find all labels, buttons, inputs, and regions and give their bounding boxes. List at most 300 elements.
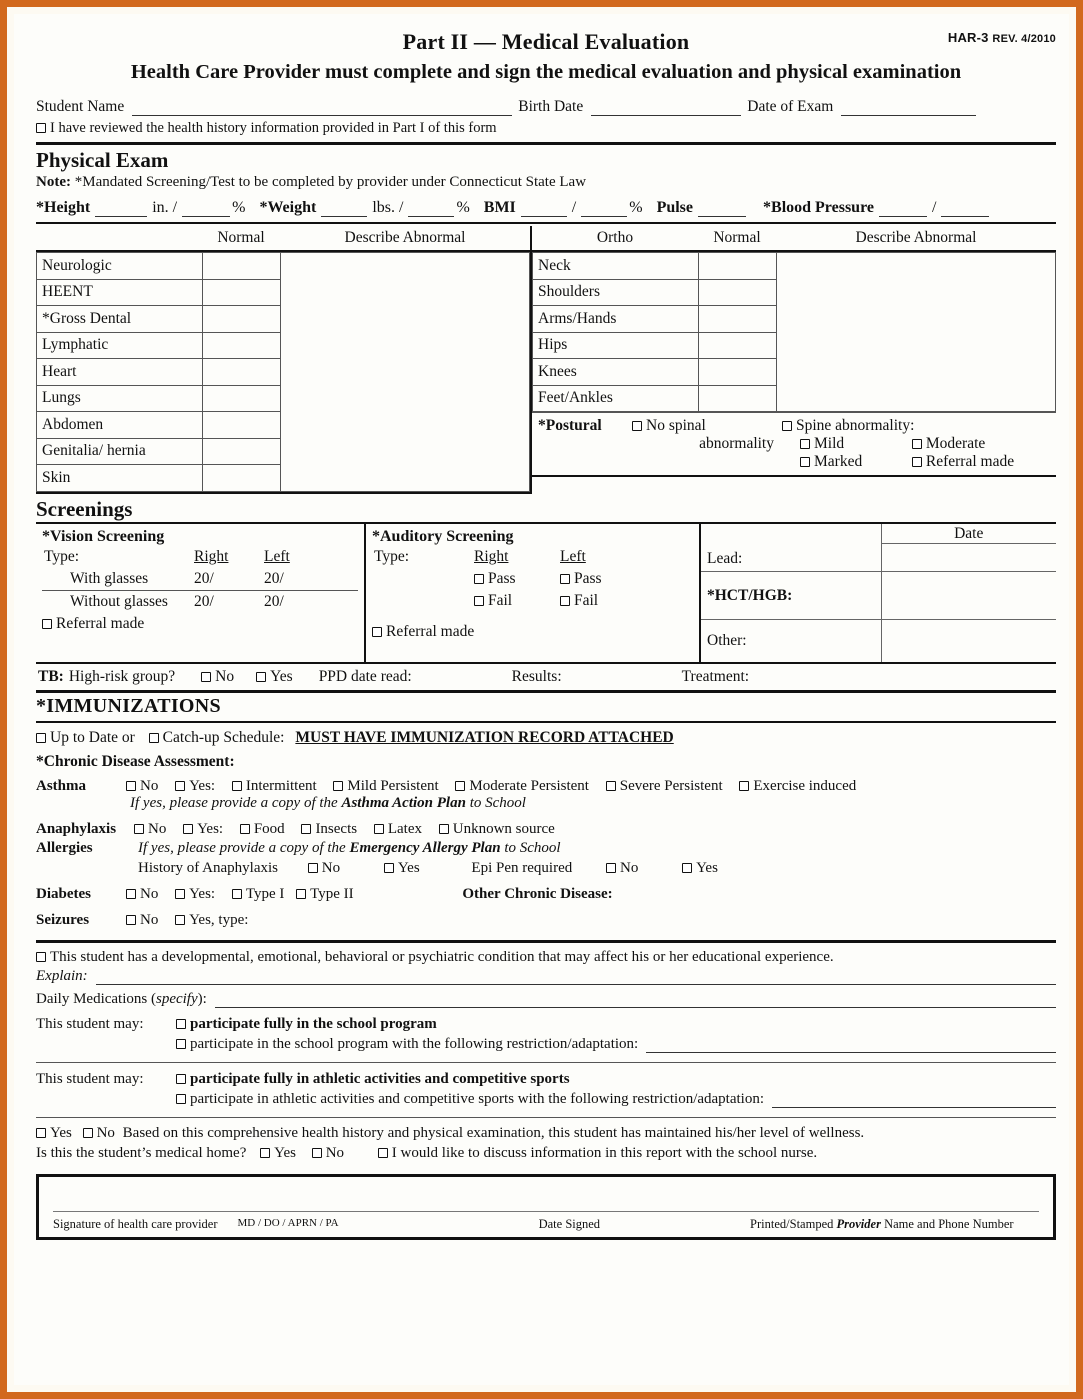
- ortho-normal-checkbox-cell[interactable]: [699, 253, 777, 280]
- checkbox-icon[interactable]: [782, 421, 792, 431]
- table-row: [372, 590, 693, 612]
- tb-results-label: Results:: [511, 667, 562, 685]
- system-name-cell: Skin: [37, 465, 203, 492]
- table-row: [533, 253, 1056, 280]
- seizures-no-label: No: [140, 911, 159, 928]
- checkbox-icon[interactable]: [739, 781, 749, 791]
- checkbox-icon[interactable]: [183, 824, 193, 834]
- asthma-action-plan-note: [126, 795, 1056, 812]
- asthma-note-pre: If yes, please provide a copy of the: [130, 794, 342, 811]
- height-percentile-input[interactable]: [182, 204, 230, 217]
- developmental-condition-label: This student has a developmental, emotional, behavioral or psychiatric condition that may affect his or her educational experience.: [50, 948, 834, 965]
- spine-mild-option[interactable]: [800, 435, 908, 453]
- anaphylaxis-yes-option[interactable]: [183, 821, 223, 838]
- anaphylaxis-no-option[interactable]: [134, 821, 166, 838]
- allergy-note-post: to School: [500, 839, 561, 856]
- checkbox-icon[interactable]: [606, 863, 616, 873]
- printed-post: Name and Phone Number: [880, 1216, 1014, 1231]
- lead-date-input[interactable]: [882, 544, 1057, 570]
- weight-percentile-input[interactable]: [408, 204, 454, 217]
- date-column-header: Date: [882, 525, 1057, 544]
- medical-home-question: Is this the student’s medical home?: [36, 1144, 247, 1161]
- ortho-abnormal-notes-cell[interactable]: [777, 253, 1056, 412]
- tb-treatment-label: Treatment:: [681, 667, 750, 685]
- checkbox-icon[interactable]: [175, 889, 185, 899]
- with-glasses-left-input[interactable]: 20/: [264, 569, 284, 587]
- col-describe-abnormal-label: Describe Abnormal: [855, 229, 977, 246]
- asthma-intermittent-option[interactable]: [232, 778, 317, 795]
- medical-home-no-label: No: [325, 1144, 345, 1161]
- spine-abnormality-label: Spine abnormality:: [796, 417, 915, 434]
- history-yes-option[interactable]: [384, 860, 420, 876]
- school-restricted-label: participate in the school program with the following restriction/adaptation:: [190, 1035, 639, 1052]
- checkbox-icon[interactable]: [126, 889, 136, 899]
- auditory-type-label: Type:: [374, 547, 410, 565]
- history-no-option[interactable]: [308, 860, 340, 876]
- checkbox-icon[interactable]: [384, 863, 394, 873]
- checkbox-icon[interactable]: [632, 421, 642, 431]
- pass-label: Pass: [488, 569, 516, 587]
- bmi-input[interactable]: [521, 204, 567, 217]
- checkbox-icon[interactable]: [606, 781, 616, 791]
- weight-label: *Weight: [259, 199, 317, 216]
- tb-no-label: No: [215, 667, 235, 685]
- system-name-cell: Abdomen: [37, 412, 203, 439]
- postural-section: [532, 413, 1056, 475]
- history-of-anaphylaxis-label: History of Anaphylaxis: [138, 859, 278, 876]
- checkbox-icon[interactable]: [560, 574, 570, 584]
- tb-label: TB:: [38, 667, 64, 685]
- divider: [36, 1117, 1056, 1118]
- system-name-cell: Lymphatic: [37, 332, 203, 359]
- medical-home-yes-option[interactable]: [260, 1145, 296, 1161]
- height-label: *Height: [36, 199, 91, 216]
- ortho-name-cell: Feet/Ankles: [533, 385, 699, 412]
- bp-diastolic-input[interactable]: [941, 204, 989, 217]
- student-name-label: Student Name: [36, 98, 125, 115]
- checkbox-icon[interactable]: [308, 863, 318, 873]
- wellness-no-label: No: [96, 1124, 115, 1141]
- allergies-row: [36, 840, 1056, 877]
- divider: [36, 721, 1056, 723]
- checkbox-icon[interactable]: [800, 457, 810, 467]
- explain-row: [36, 968, 1056, 985]
- asthma-mild-persistent-label: Mild Persistent: [347, 777, 439, 794]
- signature-credentials-label: MD / DO / APRN / PA: [237, 1216, 339, 1229]
- anaphylaxis-latex-label: Latex: [387, 820, 422, 837]
- vision-table: [42, 546, 358, 613]
- auditory-left-header: Left: [560, 547, 586, 565]
- bmi-percent-sign: %: [629, 199, 643, 216]
- developmental-condition-row[interactable]: [36, 949, 1056, 966]
- height-percent-sign: %: [232, 199, 246, 216]
- up-to-date-option[interactable]: [36, 729, 135, 746]
- asthma-note-post: to School: [465, 794, 526, 811]
- fail-label: Fail: [488, 591, 513, 609]
- without-glasses-label: Without glasses: [70, 592, 168, 610]
- immunizations-heading: *IMMUNIZATIONS: [36, 694, 221, 717]
- physical-exam-heading: Physical Exam: [36, 148, 169, 172]
- checkbox-icon[interactable]: [36, 952, 46, 962]
- anaphylaxis-unknown-option[interactable]: [439, 821, 555, 838]
- checkbox-icon[interactable]: [42, 619, 52, 629]
- checkbox-icon[interactable]: [176, 1074, 186, 1084]
- asthma-options: [126, 778, 1056, 812]
- seizures-label: Seizures: [36, 911, 90, 928]
- system-name-cell: Neurologic: [37, 253, 203, 280]
- auditory-table: [372, 546, 693, 612]
- labs-panel: [701, 524, 1056, 662]
- page-subtitle: Health Care Provider must complete and sign the medical evaluation and physical examination: [130, 61, 962, 83]
- screenings-tables: [36, 524, 1056, 664]
- system-normal-checkbox-cell[interactable]: [203, 438, 281, 465]
- no-spinal-abnormality-option[interactable]: [632, 417, 782, 471]
- school-restriction-input[interactable]: [646, 1039, 1056, 1053]
- system-normal-checkbox-cell[interactable]: [203, 332, 281, 359]
- checkbox-icon[interactable]: [312, 1148, 322, 1158]
- athletic-restricted-option[interactable]: [176, 1091, 1056, 1108]
- vision-screening-title: *Vision Screening: [42, 527, 165, 545]
- asthma-no-label: No: [140, 777, 159, 794]
- explain-input[interactable]: [96, 971, 1056, 985]
- table-row: [372, 546, 693, 568]
- history-yes-label: Yes: [397, 859, 420, 876]
- epipen-yes-option[interactable]: [682, 860, 718, 876]
- vision-right-header: Right: [194, 547, 229, 565]
- spine-marked-option[interactable]: [800, 453, 908, 471]
- checkbox-icon[interactable]: [201, 672, 211, 682]
- anaphylaxis-insects-label: Insects: [315, 820, 358, 837]
- height-unit: in. /: [152, 199, 178, 216]
- diabetes-type2-option[interactable]: [296, 886, 354, 903]
- asthma-moderate-persistent-option[interactable]: [455, 778, 589, 795]
- without-glasses-right-input[interactable]: 20/: [194, 592, 214, 610]
- anaphylaxis-unknown-label: Unknown source: [452, 820, 555, 837]
- spine-referral-option[interactable]: [912, 453, 1014, 470]
- immunization-status-row: [36, 729, 1056, 747]
- table-row: [42, 591, 358, 613]
- school-full-label: participate fully in the school program: [190, 1015, 437, 1032]
- signature-captions: [53, 1217, 1039, 1232]
- allergies-details: [134, 840, 1056, 877]
- catch-up-option[interactable]: [149, 729, 285, 746]
- checkbox-icon[interactable]: [176, 1039, 186, 1049]
- divider: [36, 940, 1056, 943]
- system-normal-checkbox-cell[interactable]: [203, 359, 281, 386]
- blood-pressure-label: *Blood Pressure: [763, 199, 874, 216]
- col-describe-abnormal-label: Describe Abnormal: [344, 229, 466, 246]
- system-normal-checkbox-cell[interactable]: [203, 306, 281, 333]
- col-ortho-label: Ortho: [596, 229, 634, 246]
- auditory-left-fail-option[interactable]: [558, 590, 693, 612]
- asthma-yes-label: Yes:: [189, 777, 216, 794]
- ortho-name-cell: Knees: [533, 359, 699, 386]
- spine-referral-label: Referral made: [925, 453, 1015, 470]
- ortho-exam-table: [530, 226, 1056, 494]
- checkbox-icon[interactable]: [439, 824, 449, 834]
- checkbox-icon[interactable]: [149, 733, 159, 743]
- daily-medications-input[interactable]: [215, 994, 1056, 1008]
- anaphylaxis-label: Anaphylaxis: [36, 820, 117, 837]
- diabetes-yes-label: Yes:: [189, 885, 216, 902]
- weight-input[interactable]: [321, 204, 367, 217]
- vitals-row: [36, 199, 1056, 217]
- system-name-cell: Lungs: [37, 385, 203, 412]
- form-revision: [948, 30, 1056, 45]
- with-glasses-right-input[interactable]: 20/: [194, 569, 214, 587]
- note-prefix: Note:: [36, 174, 71, 190]
- athletic-restriction-input[interactable]: [772, 1094, 1056, 1108]
- col-normal-label: Normal: [713, 229, 761, 246]
- daily-meds-pre: Daily Medications (: [36, 990, 156, 1007]
- seizures-yes-type-label: Yes, type:: [189, 911, 249, 928]
- checkbox-icon[interactable]: [260, 1148, 270, 1158]
- system-normal-checkbox-cell[interactable]: [203, 465, 281, 492]
- checkbox-icon[interactable]: [800, 439, 810, 449]
- seizures-yes-type-option[interactable]: [175, 912, 248, 929]
- date-of-exam-label: Date of Exam: [747, 98, 834, 115]
- ortho-name-cell: Arms/Hands: [533, 306, 699, 333]
- other-label: Other:: [701, 620, 881, 662]
- auditory-referral-option[interactable]: [372, 623, 693, 641]
- daily-medications-row: [36, 991, 1056, 1008]
- ortho-normal-checkbox-cell[interactable]: [699, 306, 777, 333]
- checkbox-icon[interactable]: [36, 123, 46, 133]
- auditory-screening-title: *Auditory Screening: [372, 527, 514, 545]
- checkbox-icon[interactable]: [372, 627, 382, 637]
- daily-medications-label: [36, 991, 207, 1008]
- epipen-no-option[interactable]: [606, 860, 638, 876]
- system-name-cell: HEENT: [37, 279, 203, 306]
- ortho-normal-checkbox-cell[interactable]: [699, 359, 777, 386]
- auditory-right-header: Right: [474, 547, 509, 565]
- daily-meds-post: ):: [197, 990, 207, 1007]
- wellness-no-option[interactable]: [83, 1125, 115, 1141]
- divider: [532, 475, 1056, 477]
- diabetes-type1-option[interactable]: [232, 886, 285, 903]
- auditory-screening-panel: [366, 524, 701, 662]
- auditory-left-pass-option[interactable]: [558, 568, 693, 590]
- vision-referral-option[interactable]: [42, 615, 358, 633]
- checkbox-icon[interactable]: [301, 824, 311, 834]
- medical-home-no-option[interactable]: [312, 1145, 344, 1161]
- asthma-intermittent-label: Intermittent: [245, 777, 317, 794]
- auditory-right-pass-option[interactable]: [472, 568, 558, 590]
- anaphylaxis-insects-option[interactable]: [301, 821, 357, 838]
- school-restricted-option[interactable]: [176, 1036, 1056, 1053]
- school-participation-prompt: This student may:: [36, 1015, 144, 1032]
- fail-label: Fail: [574, 591, 599, 609]
- spine-moderate-option[interactable]: [912, 435, 985, 452]
- school-full-option[interactable]: [176, 1016, 1056, 1033]
- discuss-with-nurse-label: I would like to discuss information in this report with the school nurse.: [391, 1144, 818, 1161]
- checkbox-icon[interactable]: [232, 781, 242, 791]
- bp-separator: /: [931, 199, 937, 216]
- divider: [36, 222, 1056, 224]
- date-signed-label: Date Signed: [538, 1216, 601, 1231]
- checkbox-icon[interactable]: [378, 1148, 388, 1158]
- diabetes-no-option[interactable]: [126, 886, 158, 903]
- birth-date-input[interactable]: [591, 102, 741, 116]
- hct-hgb-date-input[interactable]: [881, 572, 1056, 620]
- wellness-yes-option[interactable]: [36, 1125, 72, 1141]
- reviewed-history-row[interactable]: [36, 120, 1056, 137]
- diabetes-type2-label: Type II: [310, 885, 354, 902]
- tb-yes-option[interactable]: [256, 668, 293, 686]
- anaphylaxis-history-row: [134, 860, 1056, 877]
- checkbox-icon[interactable]: [126, 781, 136, 791]
- physical-exam-note: [36, 174, 1056, 191]
- note-text: *Mandated Screening/Test to be completed by provider under Connecticut State Law: [74, 174, 587, 190]
- tb-no-option[interactable]: [201, 668, 234, 686]
- asthma-severe-persistent-option[interactable]: [606, 778, 723, 795]
- asthma-exercise-induced-label: Exercise induced: [753, 777, 857, 794]
- asthma-severe-persistent-label: Severe Persistent: [619, 777, 723, 794]
- asthma-exercise-induced-option[interactable]: [739, 778, 856, 795]
- tb-yes-label: Yes: [270, 667, 293, 685]
- auditory-referral-label: Referral made: [386, 622, 475, 640]
- lead-label: Lead:: [701, 524, 881, 572]
- table-row: [372, 568, 693, 590]
- no-spinal-line2: abnormality: [699, 435, 774, 452]
- checkbox-icon[interactable]: [175, 915, 185, 925]
- signature-line[interactable]: [53, 1211, 1039, 1212]
- seizures-no-option[interactable]: [126, 912, 158, 929]
- auditory-right-fail-option[interactable]: [472, 590, 558, 612]
- asthma-yes-option[interactable]: [175, 778, 215, 795]
- divider: [36, 1062, 1056, 1063]
- seizures-options: [126, 912, 1056, 929]
- athletic-participation-block: [36, 1071, 1056, 1108]
- history-no-label: No: [321, 859, 341, 876]
- checkbox-icon[interactable]: [36, 733, 46, 743]
- table-row: [701, 620, 1056, 662]
- school-participation-block: [36, 1016, 1056, 1053]
- without-glasses-left-input[interactable]: 20/: [264, 592, 284, 610]
- pulse-label: Pulse: [656, 199, 694, 216]
- weight-percent-sign: %: [456, 199, 470, 216]
- checkbox-icon[interactable]: [333, 781, 343, 791]
- anaphylaxis-latex-option[interactable]: [374, 821, 422, 838]
- system-abnormal-notes-cell[interactable]: [281, 253, 530, 492]
- spine-moderate-label: Moderate: [925, 435, 986, 452]
- system-normal-checkbox-cell[interactable]: [203, 412, 281, 439]
- athletic-participation-prompt: This student may:: [36, 1070, 144, 1087]
- spine-abnormality-option[interactable]: [782, 417, 1052, 435]
- asthma-no-option[interactable]: [126, 778, 158, 795]
- checkbox-icon[interactable]: [682, 863, 692, 873]
- table-row: [42, 546, 358, 568]
- checkbox-icon[interactable]: [474, 596, 484, 606]
- checkbox-icon[interactable]: [560, 596, 570, 606]
- other-chronic-disease-label: Other Chronic Disease:: [462, 885, 613, 902]
- checkbox-icon[interactable]: [240, 824, 250, 834]
- diabetes-no-label: No: [140, 885, 159, 902]
- checkbox-icon[interactable]: [912, 439, 922, 449]
- checkbox-icon[interactable]: [126, 915, 136, 925]
- allergy-note-plan: Emergency Allergy Plan: [349, 839, 501, 856]
- tb-question: High-risk group?: [68, 667, 176, 685]
- vision-type-label: Type:: [44, 547, 80, 565]
- checkbox-icon[interactable]: [176, 1094, 186, 1104]
- checkbox-icon[interactable]: [256, 672, 266, 682]
- ortho-table-header: [532, 226, 1056, 250]
- other-date-input[interactable]: [881, 620, 1056, 662]
- system-name-cell: *Gross Dental: [37, 306, 203, 333]
- diabetes-row: [36, 886, 1056, 903]
- ortho-name-cell: Hips: [533, 332, 699, 359]
- diabetes-yes-option[interactable]: [175, 886, 215, 903]
- checkbox-icon[interactable]: [134, 824, 144, 834]
- reviewed-history-label: I have reviewed the health history information provided in Part I of this form: [50, 120, 497, 136]
- revision-text: REV. 4/2010: [992, 33, 1056, 45]
- page-title: Part II — Medical Evaluation: [402, 29, 690, 54]
- bmi-percentile-input[interactable]: [581, 204, 627, 217]
- ortho-rows: [532, 252, 1056, 412]
- col-normal-label: Normal: [217, 229, 265, 246]
- signature-box: [36, 1174, 1056, 1240]
- checkbox-icon[interactable]: [232, 889, 242, 899]
- athletic-restricted-label: participate in athletic activities and competitive sports with the following restriction/adaptation:: [190, 1090, 765, 1107]
- checkbox-icon[interactable]: [36, 1128, 46, 1138]
- ortho-normal-checkbox-cell[interactable]: [699, 332, 777, 359]
- checkbox-icon[interactable]: [175, 781, 185, 791]
- birth-date-label: Birth Date: [518, 98, 584, 115]
- diabetes-label: Diabetes: [36, 885, 91, 902]
- height-input[interactable]: [95, 204, 147, 217]
- table-row: [701, 524, 1056, 572]
- catch-up-label: Catch-up Schedule:: [162, 728, 285, 746]
- asthma-mild-persistent-option[interactable]: [333, 778, 438, 795]
- divider: [36, 690, 1056, 693]
- ortho-normal-checkbox-cell[interactable]: [699, 385, 777, 412]
- anaphylaxis-food-label: Food: [253, 820, 285, 837]
- anaphylaxis-food-option[interactable]: [240, 821, 285, 838]
- pulse-input[interactable]: [698, 204, 746, 217]
- bmi-label: BMI: [483, 199, 516, 216]
- athletic-full-option[interactable]: [176, 1071, 1056, 1088]
- anaphylaxis-options: [134, 821, 1056, 838]
- weight-unit: lbs. /: [372, 199, 404, 216]
- ortho-name-cell: Shoulders: [533, 279, 699, 306]
- bp-systolic-input[interactable]: [879, 204, 927, 217]
- lead-date-cell[interactable]: [881, 524, 1056, 572]
- vision-referral-label: Referral made: [56, 614, 145, 632]
- epipen-required-label: Epi Pen required: [471, 859, 573, 876]
- ortho-normal-checkbox-cell[interactable]: [699, 279, 777, 306]
- date-of-exam-input[interactable]: [841, 102, 976, 116]
- checkbox-icon[interactable]: [912, 457, 922, 467]
- table-row: [42, 568, 358, 590]
- checkbox-icon[interactable]: [374, 824, 384, 834]
- pass-label: Pass: [574, 569, 602, 587]
- checkbox-icon[interactable]: [83, 1128, 93, 1138]
- allergies-label: Allergies: [36, 839, 93, 856]
- chronic-disease-heading: *Chronic Disease Assessment:: [36, 752, 235, 770]
- system-normal-checkbox-cell[interactable]: [203, 385, 281, 412]
- system-normal-checkbox-cell[interactable]: [203, 253, 281, 280]
- student-name-input[interactable]: [132, 102, 512, 116]
- checkbox-icon[interactable]: [176, 1019, 186, 1029]
- checkbox-icon[interactable]: [474, 574, 484, 584]
- checkbox-icon[interactable]: [455, 781, 465, 791]
- checkbox-icon[interactable]: [296, 889, 306, 899]
- must-have-record-notice: MUST HAVE IMMUNIZATION RECORD ATTACHED: [295, 728, 674, 746]
- system-normal-checkbox-cell[interactable]: [203, 279, 281, 306]
- systems-rows: [36, 252, 530, 492]
- discuss-with-nurse-option[interactable]: [378, 1145, 817, 1161]
- systems-table-header: [36, 226, 530, 250]
